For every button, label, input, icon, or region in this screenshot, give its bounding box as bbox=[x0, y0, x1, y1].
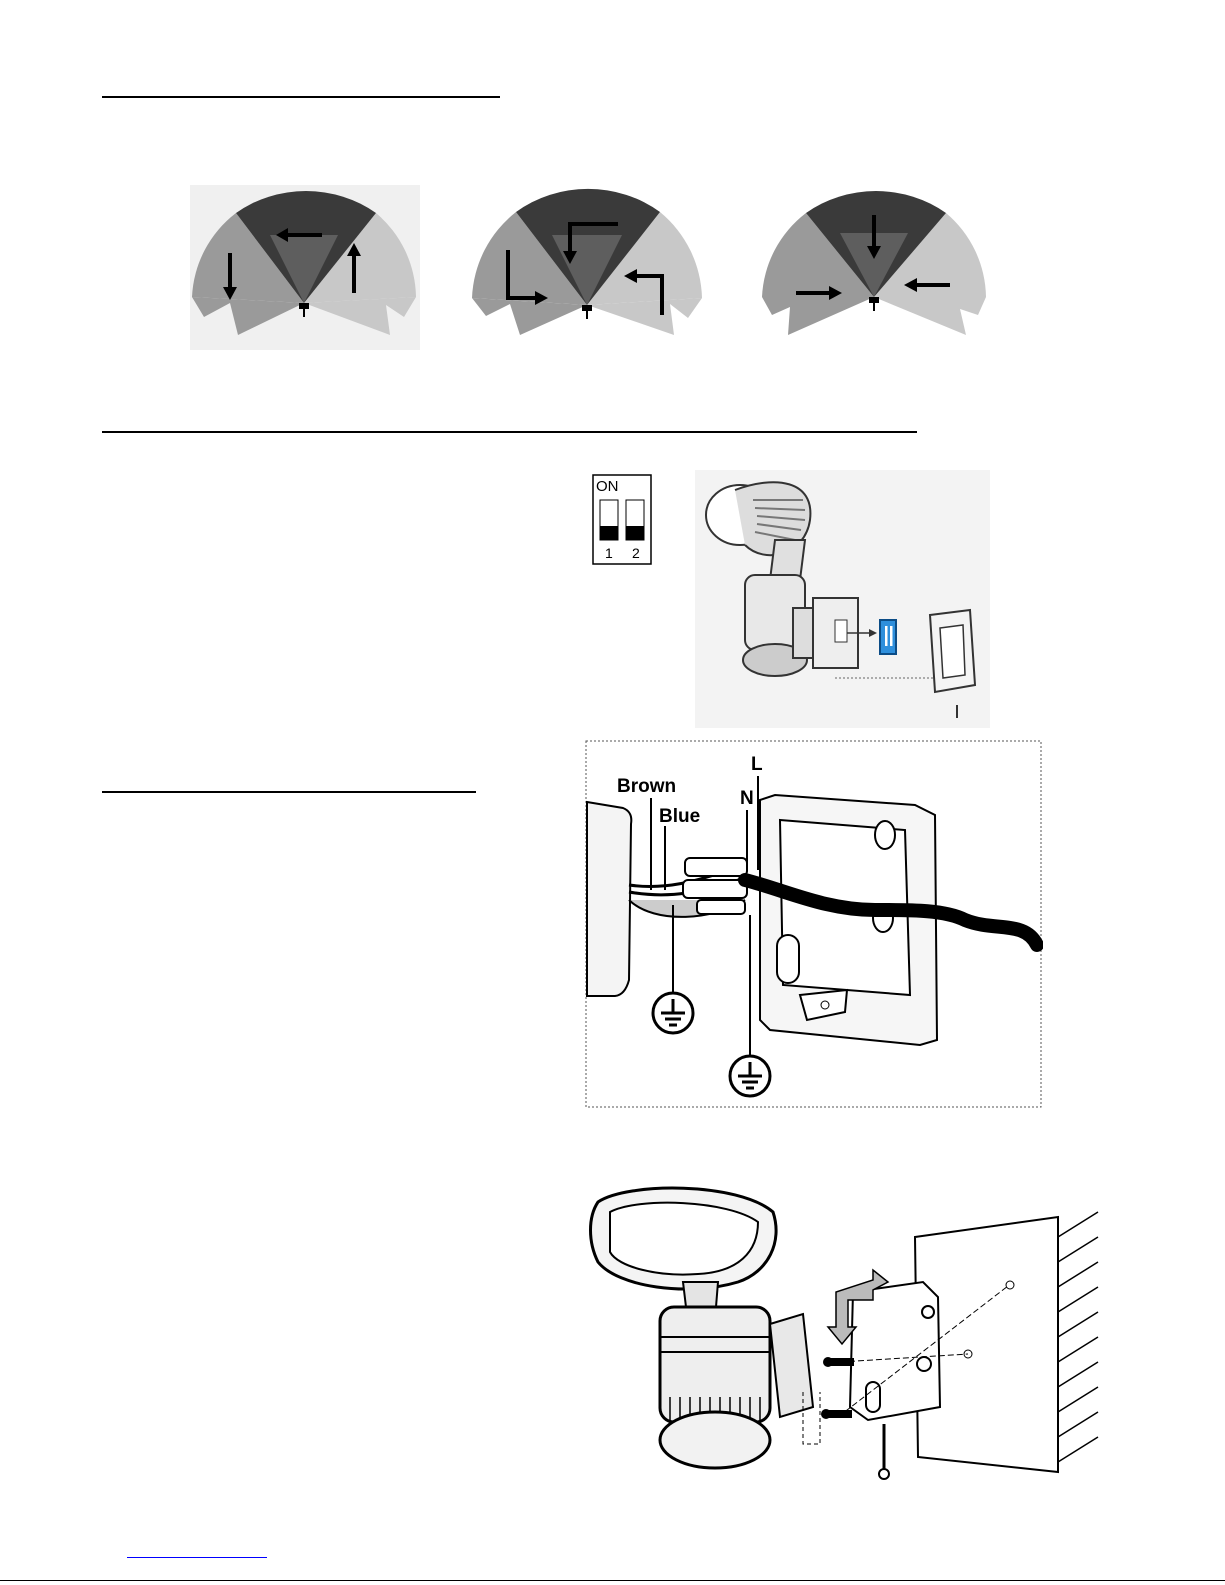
detection-diagram-1 bbox=[190, 185, 420, 350]
detection-diagram-2 bbox=[470, 180, 705, 350]
section-rule-wiring bbox=[102, 791, 476, 793]
wall-mount-illustration bbox=[588, 1182, 1103, 1482]
light-bracket-illustration bbox=[695, 470, 990, 728]
dip-switch-1-label: 1 bbox=[605, 545, 613, 561]
page-bottom-rule bbox=[0, 1580, 1225, 1581]
wire-label-brown: Brown bbox=[617, 776, 677, 797]
terminal-label-l: L bbox=[751, 754, 763, 775]
wire-label-blue: Blue bbox=[659, 806, 701, 827]
dip-on-label: ON bbox=[596, 478, 619, 495]
dip-switch-diagram bbox=[592, 474, 652, 566]
dip-switch-2-label: 2 bbox=[632, 545, 640, 561]
wiring-diagram bbox=[585, 740, 1043, 1110]
section-rule-top bbox=[102, 96, 500, 98]
footer-link-underline[interactable] bbox=[127, 1557, 267, 1558]
section-rule-middle bbox=[102, 431, 917, 433]
detection-diagram-3 bbox=[760, 185, 990, 350]
terminal-label-n: N bbox=[740, 788, 754, 809]
